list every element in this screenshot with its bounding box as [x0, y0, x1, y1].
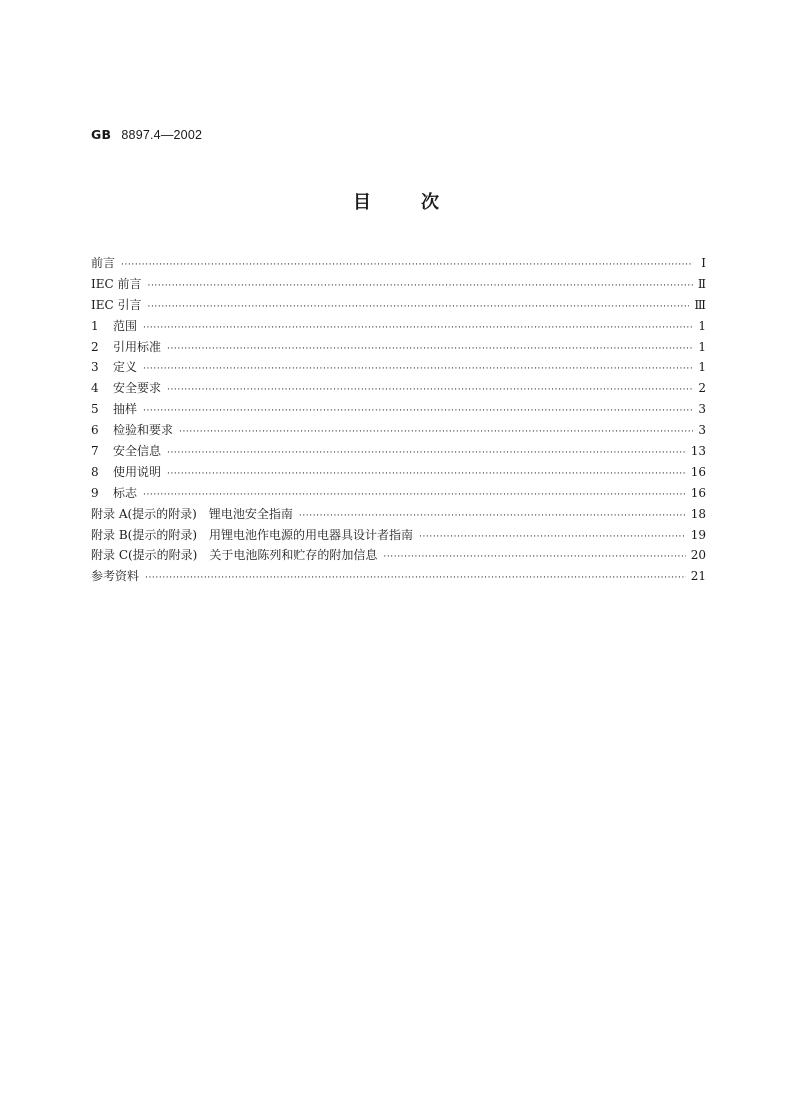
toc-dot-leader — [419, 527, 686, 548]
toc-entry-page: Ⅱ — [697, 276, 706, 291]
toc-entry-page: I — [701, 256, 706, 270]
toc-entry[interactable] — [91, 483, 706, 504]
toc-dot-leader — [143, 318, 693, 339]
toc-entry[interactable] — [91, 337, 706, 358]
toc-entry-page: 1 — [698, 318, 706, 333]
toc-entry-page: 3 — [698, 402, 706, 417]
toc-entry-title: 安全要求 — [113, 381, 162, 396]
toc-entry-number: 1 — [91, 318, 99, 333]
toc-dot-leader — [167, 339, 693, 360]
toc-entry-page: 16 — [690, 485, 706, 500]
toc-entry-title: IEC 前言 — [91, 276, 142, 291]
toc-entry-title: 引用标准 — [113, 339, 162, 354]
toc-entry-title: 检验和要求 — [113, 423, 174, 438]
toc-entry-title: 使用说明 — [113, 464, 162, 479]
toc-entry-title: 定义 — [113, 360, 138, 375]
toc-dot-leader — [167, 443, 686, 464]
toc-dot-leader — [145, 568, 686, 589]
toc-dot-leader — [299, 506, 686, 527]
toc-entry-number: 8 — [91, 464, 99, 479]
toc-entry[interactable] — [91, 525, 706, 546]
toc-entry-page: Ⅲ — [694, 297, 706, 312]
toc-dot-leader — [167, 464, 686, 485]
toc-dot-leader — [121, 255, 693, 276]
toc-entry-number: 2 — [91, 339, 99, 354]
toc-entry[interactable] — [91, 357, 706, 378]
toc-entry[interactable] — [91, 545, 706, 566]
toc-entry[interactable] — [91, 566, 706, 587]
toc-entry-page: 18 — [690, 506, 706, 521]
toc-entry-title: 前言 — [91, 256, 116, 270]
standard-code: 8897.4—2002 — [121, 128, 203, 142]
toc-entry-page: 13 — [690, 444, 706, 459]
standard-number — [91, 127, 202, 142]
toc-entry-number: 6 — [91, 423, 99, 438]
toc-entry-title: 参考资料 — [91, 569, 140, 584]
toc-entry-number: 9 — [91, 485, 99, 500]
toc-entry-title: 附录 B(提示的附录) 用锂电池作电源的用电器具设计者指南 — [91, 527, 413, 542]
toc-entry-title: 附录 A(提示的附录) 锂电池安全指南 — [91, 506, 293, 521]
toc-entry[interactable] — [91, 295, 706, 316]
toc-entry-title: IEC 引言 — [91, 297, 142, 312]
toc-entry[interactable] — [91, 274, 706, 295]
toc-entry[interactable] — [91, 378, 706, 399]
toc-dot-leader — [167, 380, 693, 401]
toc-entry-title: 范围 — [113, 318, 138, 333]
standard-prefix: GB — [91, 127, 112, 142]
toc-dot-leader — [179, 422, 693, 443]
toc-entry-number: 3 — [91, 360, 99, 375]
toc-dot-leader — [143, 485, 686, 506]
toc-entry-page: 21 — [690, 569, 706, 584]
toc-entry-page: 2 — [698, 381, 706, 396]
toc-entry-number: 5 — [91, 402, 99, 417]
toc-dot-leader — [148, 297, 690, 318]
toc-entry-number: 4 — [91, 381, 99, 396]
toc-entry-page: 1 — [698, 339, 706, 354]
toc-entry-title: 标志 — [113, 485, 138, 500]
toc-title: 目次 — [353, 192, 489, 213]
toc-entry-title: 附录 C(提示的附录) 关于电池陈列和贮存的附加信息 — [91, 548, 378, 563]
toc-entry[interactable] — [91, 462, 706, 483]
toc-entry-number: 7 — [91, 444, 99, 459]
table-of-contents — [91, 253, 706, 587]
toc-dot-leader — [148, 276, 693, 297]
toc-dot-leader — [143, 359, 693, 380]
toc-entry[interactable] — [91, 316, 706, 337]
toc-entry[interactable] — [91, 441, 706, 462]
toc-entry[interactable] — [91, 253, 706, 274]
toc-entry[interactable] — [91, 420, 706, 441]
toc-entry[interactable] — [91, 399, 706, 420]
toc-entry-page: 16 — [690, 464, 706, 479]
toc-entry-title: 抽样 — [113, 402, 138, 417]
toc-entry-page: 20 — [690, 548, 706, 563]
toc-entry-page: 19 — [690, 527, 706, 542]
toc-entry-page: 3 — [698, 423, 706, 438]
toc-entry-title: 安全信息 — [113, 444, 162, 459]
toc-dot-leader — [143, 401, 693, 422]
toc-dot-leader — [383, 547, 685, 568]
toc-entry-page: 1 — [698, 360, 706, 375]
toc-entry[interactable] — [91, 504, 706, 525]
